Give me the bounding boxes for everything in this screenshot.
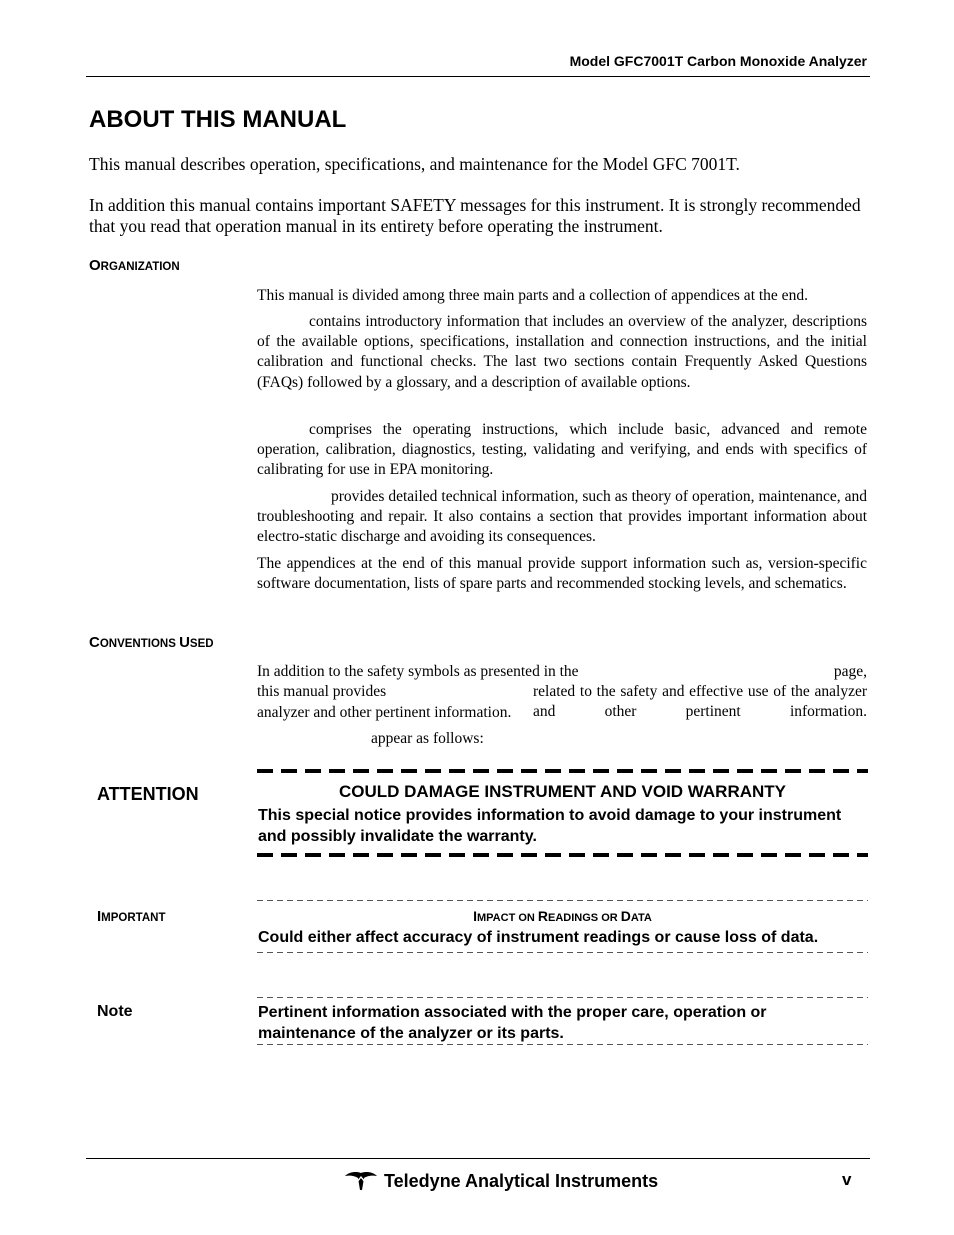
header-rule: [86, 76, 870, 77]
attention-bottom-divider: [257, 853, 868, 857]
conventions-paragraph-2: appear as follows:: [371, 730, 484, 747]
attention-heading: COULD DAMAGE INSTRUMENT AND VOID WARRANTY: [338, 782, 787, 801]
note-body: Pertinent information associated with the proper care, operation or maintenance of the analyzer or its parts.: [258, 1004, 767, 1042]
organization-paragraph-1: This manual is divided among three main parts and a collection of appendices at the end.: [257, 287, 808, 304]
important-label: IMPORTANT: [97, 908, 166, 925]
organization-heading: ORGANIZATION: [89, 257, 180, 274]
organization-paragraph-2: contains introductory information that includes an overview of the analyzer, descriptions of the available options, specifications, installation and connection instructions, and the initial calibration and functional checks. The last two sections contain Frequently Asked Questions (FAQs) followed by a glossary, and a description of available options.: [257, 313, 867, 391]
attention-body: This special notice provides information to avoid damage to your instrument and possibly invalidate the warranty.: [258, 807, 842, 845]
header-title: Model GFC7001T Carbon Monoxide Analyzer: [569, 53, 867, 69]
page-title: ABOUT THIS MANUAL: [89, 106, 347, 133]
important-bottom-divider: [257, 952, 868, 953]
attention-label: ATTENTION: [97, 784, 199, 804]
intro-paragraph-2: In addition this manual contains important SAFETY messages for this instrument. It is strongly recommended that you read that operation manual in its entirety before operating the instrument.: [89, 195, 861, 236]
footer-brand: [344, 1168, 658, 1194]
page-number: v: [842, 1170, 852, 1189]
important-body: Could either affect accuracy of instrument readings or cause loss of data.: [258, 929, 819, 946]
intro-paragraph-1: This manual describes operation, specifications, and maintenance for the Model GFC 7001T.: [89, 154, 740, 174]
note-bottom-divider: [257, 1044, 868, 1045]
note-label: Note: [97, 1003, 133, 1020]
teledyne-logo-icon: [344, 1170, 378, 1192]
organization-paragraph-4: provides detailed technical information, such as theory of operation, maintenance, and troubleshooting and repair. It also contains a section that provides important information about electro-static discharge and avoiding its consequences.: [257, 488, 867, 546]
organization-paragraph-3: comprises the operating instructions, which include basic, advanced and remote operation, calibration, diagnostics, testing, validating and verifying, and ends with specifics of calibrating for use in EPA monitoring.: [257, 421, 867, 479]
footer-brand-text: Teledyne Analytical Instruments: [384, 1170, 659, 1191]
attention-top-divider: [257, 769, 868, 773]
organization-paragraph-5: The appendices at the end of this manual provide support information such as, version-specific software documentation, lists of spare parts and recommended stocking levels, and schematics.: [257, 555, 867, 593]
important-heading: IMPACT ON READINGS OR DATA: [473, 908, 652, 924]
conventions-paragraph-1: In addition to the safety symbols as presented in the page, this manual provides related to the safety and effective use of the analyzer and other pertinent information.: [257, 663, 867, 721]
footer-rule: [86, 1158, 870, 1159]
conventions-paragraph-1-wrap: analyzer and other pertinent information.: [257, 704, 512, 721]
important-top-divider: [257, 900, 868, 901]
conventions-heading: CONVENTIONS USED: [89, 634, 214, 651]
note-top-divider: [257, 997, 868, 998]
